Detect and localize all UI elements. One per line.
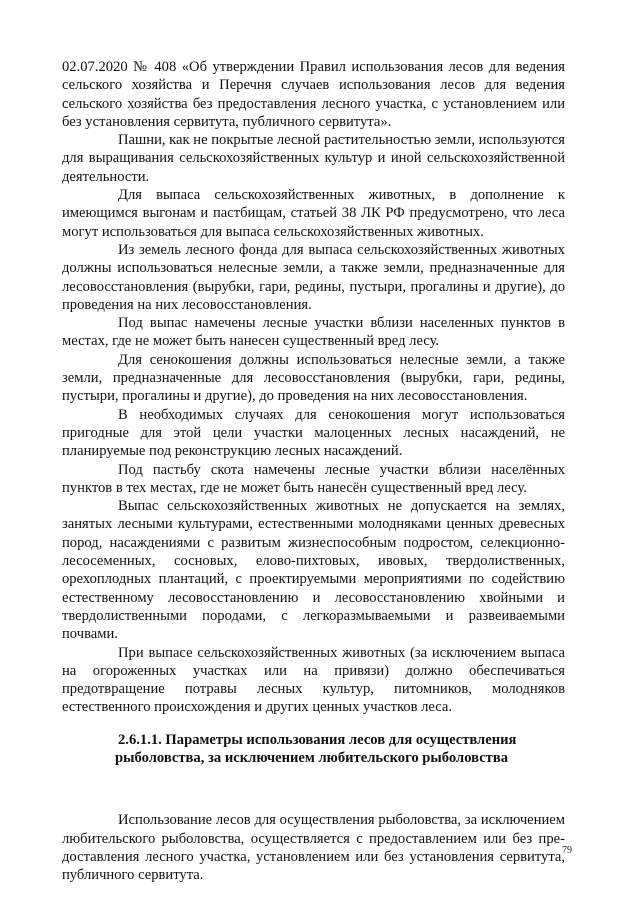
paragraph-grazing-intro: Для выпаса сельскохозяйственных животных, в дополнение к имеющимся выгонам и пастбищам, статьей 38 ЛК РФ предусмотрено, что леса могут использоваться для выпаса сельскохозяйственных животных. [62, 187, 565, 240]
page-number: 79 [562, 845, 572, 856]
paragraph-grazing-protection: При выпасе сельскохозяйственных животных (за исключением выпаса на огороженных участках или на привязи) должно обеспечиваться предотвращение потравы лесных культур, питомников, молодняков естественного происхождения и других ценных участков леса. [62, 644, 565, 716]
section-heading-line-1: 2.6.1.1. Параметры использования лесов для осуществления [118, 731, 517, 748]
paragraph-resolution-reference: 02.07.2020 № 408 «Об утверждении Правил использования лесов для ведения сельского хозяйства и Перечня случаев использования лесов для ведения сельского хозяйства без предоставления лесного участка, с установлением или без установления сервитута, публичного сервитута». [62, 59, 565, 130]
section-heading-line-2: рыболовства, за исключением любительского рыболовства [115, 749, 509, 766]
paragraph-fishing-use: Использование лесов для осуществления рыболовства, за исключением любительского рыболовства, осуществляется с предоставлением или без предоставления лесного участка, установлением или без установления сервитута, публичного сервитута. [62, 812, 565, 884]
paragraph-haymaking-lands: Для сенокошения должны использоваться нелесные земли, а также земли, предназначенные для лесовосстановления (вырубки, гари, редины, пустыри, прогалины и другие), до проведения на них лесовосстановления. [62, 351, 565, 405]
paragraph-grazing-lands: Из земель лесного фонда для выпаса сельскохозяйственных животных должны использоваться нелесные земли, а также земли, предназначенные для лесовосстановления (вырубки, гари, редины, пустыри, прогалины и другие), до проведения на них лесовосстановления. [62, 241, 565, 313]
paragraph-grazing-restrictions: Выпас сельскохозяйственных животных не допускается на землях, занятых лесными культурами, естественными молодняками ценных древесных пород, насаждениями с развитым жизнеспособным подростом, селекционно-лесосеменных, сосновых, елово-пихтовых, ивовых, твердолиственных, орехоплодных плантаций, с проектируемыми мероприятиями по содействию естественному лесовосстановлению и лесовосстановлению хвойными и твердолиственными породами, с легкоразмываемыми и развеиваемыми почвами. [62, 498, 565, 643]
document-page [62, 58, 565, 884]
paragraph-grazing-areas: Под выпас намечены лесные участки вблизи населенных пунктов в местах, где не может быть нанесен существенный вред лесу. [62, 315, 565, 350]
paragraph-haymaking-cases: В необходимых случаях для сенокошения могут использоваться пригодные для этой цели участки малоценных лесных насаждений, не планируемые под реконструкцию лесных насаждений. [62, 406, 565, 460]
section-spacer [62, 767, 565, 811]
paragraph-cattle-pasture: Под пастьбу скота намечены лесные участки вблизи населённых пунктов в тех местах, где не может быть нанесён существенный вред лесу. [62, 461, 565, 496]
paragraph-arable-land: Пашни, как не покрытые лесной растительностью земли, используются для выращивания сельскохозяйственных культур и иной сельскохозяйственной деятельности. [62, 132, 565, 185]
section-heading [62, 731, 565, 768]
